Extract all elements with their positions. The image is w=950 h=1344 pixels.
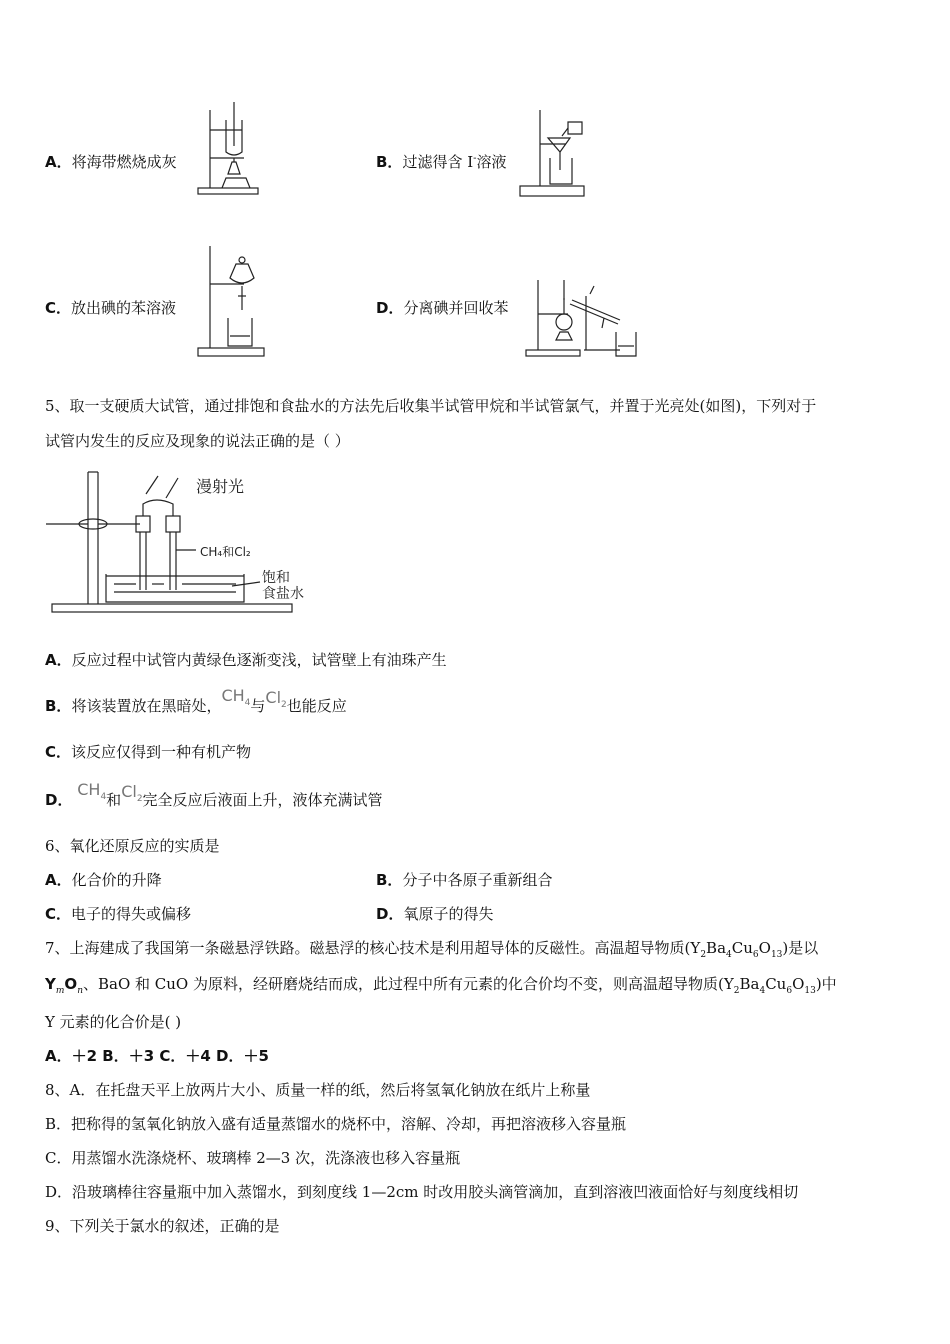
q7-l2-ba: Ba — [739, 975, 760, 993]
q7-l2-cu: Cu — [765, 975, 787, 993]
q5-option-b-ch4 — [221, 686, 251, 709]
q5-number: 5、 — [45, 397, 70, 415]
q6-option-c-label: C． — [45, 905, 72, 923]
q7-l1-y-sub: 2 — [700, 950, 707, 960]
q7-line1-pre: 7、上海建成了我国第一条磁悬浮铁路。磁悬浮的核心技术是利用超导体的反磁性。高温超导物质(Y — [45, 939, 701, 957]
q4-option-d-text: 分离碘并回收苯 — [403, 299, 509, 317]
q5-option-b-cl2 — [265, 688, 287, 711]
q5-option-d-ch-sub: 4 — [100, 792, 107, 803]
q5-option-b-label: B． — [45, 697, 72, 715]
q7-options: A．＋2 B．＋3 C．＋4 D．＋5 — [45, 1047, 269, 1065]
q6-option-b — [376, 870, 552, 890]
q7-l2-ba-sub: 4 — [759, 986, 766, 996]
q8-option-b: B．把称得的氢氧化钠放入盛有适量蒸馏水的烧杯中，溶解、冷却，再把溶液移入容量瓶 — [45, 1115, 627, 1133]
q5-option-c — [45, 742, 251, 762]
q5-option-b — [45, 686, 347, 716]
q7-l1-cu: Cu — [731, 939, 753, 957]
q7-line2-post: )中 — [815, 975, 837, 993]
q7-l2-o2: O — [792, 975, 805, 993]
q6-option-d-label: D． — [376, 905, 404, 923]
q5-figure-gas-label: CH₄和Cl₂ — [200, 545, 251, 559]
q5-figure-light-label: 漫射光 — [196, 477, 245, 496]
q5-stem-text-1: 取一支硬质大试管，通过排饱和食盐水的方法先后收集半试管甲烷和半试管氯气，并置于光亮处(如图)，下列对于 — [69, 397, 817, 415]
q6-option-d — [376, 904, 493, 924]
q6-option-c-text: 电子的得失或偏移 — [71, 905, 192, 923]
q6-option-a — [45, 870, 162, 890]
q5-option-b-mid: 与 — [250, 697, 266, 715]
q4-option-a-text: 将海带燃烧成灰 — [71, 153, 177, 171]
q5-option-a-text: 反应过程中试管内黄绿色逐渐变浅，试管壁上有油珠产生 — [71, 651, 447, 669]
q5-option-b-cl-sub: 2 — [281, 700, 287, 711]
q4-option-a — [45, 152, 177, 172]
q7-l2-y: Y — [45, 975, 56, 993]
q5-option-d-ch4 — [77, 780, 107, 803]
q5-option-b-ch: CH — [221, 686, 245, 705]
q5-option-b-text-pre: 将该装置放在黑暗处， — [71, 697, 222, 715]
q4-option-b-text-post: 溶液 — [476, 153, 507, 171]
q7-line2 — [45, 974, 837, 994]
q5-option-a-label: A． — [45, 651, 72, 669]
q5-option-d-cl2 — [121, 782, 143, 805]
q4-figure-c-separatory-funnel — [196, 244, 268, 358]
q8-option-a: 8、A．在托盘天平上放两片大小、质量一样的纸，然后将氢氧化钠放在纸片上称量 — [45, 1081, 591, 1099]
q7-l1-o-sub: 13 — [770, 950, 783, 960]
q5-figure-water-label-1: 饱和 — [262, 570, 290, 586]
q6-stem: 6、氧化还原反应的实质是 — [45, 837, 220, 855]
q4-option-c — [45, 298, 176, 318]
q5-stem-line1 — [45, 396, 816, 416]
q7-l1-ba-sub: 4 — [726, 950, 732, 960]
q8-option-d: D．沿玻璃棒往容量瓶中加入蒸馏水，到刻度线 1—2cm 时改用胶头滴管滴加，直到溶液凹液面恰好与刻度线相切 — [45, 1183, 799, 1201]
q7-l2-cu-sub: 6 — [786, 986, 793, 996]
q7-l1-o: O — [758, 939, 771, 957]
q5-option-a — [45, 650, 447, 670]
q7-l1-cu-sub: 6 — [752, 950, 759, 960]
q4-option-d — [376, 298, 508, 318]
q4-option-d-label: D． — [376, 299, 404, 317]
q5-option-d-cl: Cl — [121, 782, 137, 801]
q6-option-b-label: B． — [376, 871, 403, 889]
q7-l2-o-sub: 13 — [804, 986, 816, 996]
q9-stem: 9、下列关于氯水的叙述，正确的是 — [45, 1217, 280, 1235]
q4-option-a-label: A． — [45, 153, 72, 171]
q7-l2-n: n — [77, 986, 83, 996]
q7-line2-mid: 、BaO 和 CuO 为原料，经研磨烧结而成，此过程中所有元素的化合价均不变，则高温超导物质(Y — [82, 975, 734, 993]
q5-option-d-cl-sub: 2 — [136, 794, 143, 805]
q4-option-b-label: B． — [376, 153, 403, 171]
q5-figure-methane-chlorine — [46, 470, 346, 626]
q4-option-c-label: C． — [45, 299, 72, 317]
q5-option-b-ch-sub: 4 — [244, 698, 251, 709]
q6-option-b-text: 分子中各原子重新组合 — [402, 871, 553, 889]
q4-option-b — [376, 152, 507, 172]
q4-option-c-text: 放出碘的苯溶液 — [71, 299, 177, 317]
q4-figure-a-apparatus — [196, 100, 264, 198]
q4-figure-b-filtration — [518, 108, 588, 200]
q6-option-c — [45, 904, 191, 924]
q5-option-b-text-post: 也能反应 — [286, 697, 347, 715]
q4-option-b-sup: - — [473, 153, 477, 164]
q7-l2-y-sub: 2 — [733, 986, 740, 996]
q7-line1 — [45, 938, 818, 958]
q4-figure-d-distillation — [524, 276, 640, 360]
q5-option-c-text: 该反应仅得到一种有机产物 — [71, 743, 252, 761]
q5-option-d — [45, 780, 383, 810]
q7-l2-m: m — [55, 986, 65, 996]
q5-stem-line2: 试管内发生的反应及现象的说法正确的是（ ） — [45, 432, 350, 450]
q7-line1-post: )是以 — [782, 939, 819, 957]
q7-line3: Y 元素的化合价是( ) — [45, 1013, 182, 1031]
q5-option-b-cl: Cl — [265, 688, 282, 707]
q6-option-a-label: A． — [45, 871, 72, 889]
q5-option-d-ch: CH — [77, 780, 101, 799]
q6-option-d-text: 氧原子的得失 — [403, 905, 494, 923]
q8-option-c: C．用蒸馏水洗涤烧杯、玻璃棒 2—3 次，洗涤液也移入容量瓶 — [45, 1149, 461, 1167]
q5-option-d-mid: 和 — [106, 791, 122, 809]
q4-option-b-text-pre: 过滤得含 I — [402, 153, 474, 171]
q7-l1-ba: Ba — [706, 939, 727, 957]
q5-option-c-label: C． — [45, 743, 72, 761]
q7-l2-o: O — [64, 975, 78, 993]
q6-option-a-text: 化合价的升降 — [71, 871, 162, 889]
q5-option-d-text-post: 完全反应后液面上升，液体充满试管 — [142, 791, 383, 809]
q5-figure-water-label-2: 食盐水 — [262, 586, 304, 602]
q5-option-d-label: D． — [45, 791, 73, 809]
